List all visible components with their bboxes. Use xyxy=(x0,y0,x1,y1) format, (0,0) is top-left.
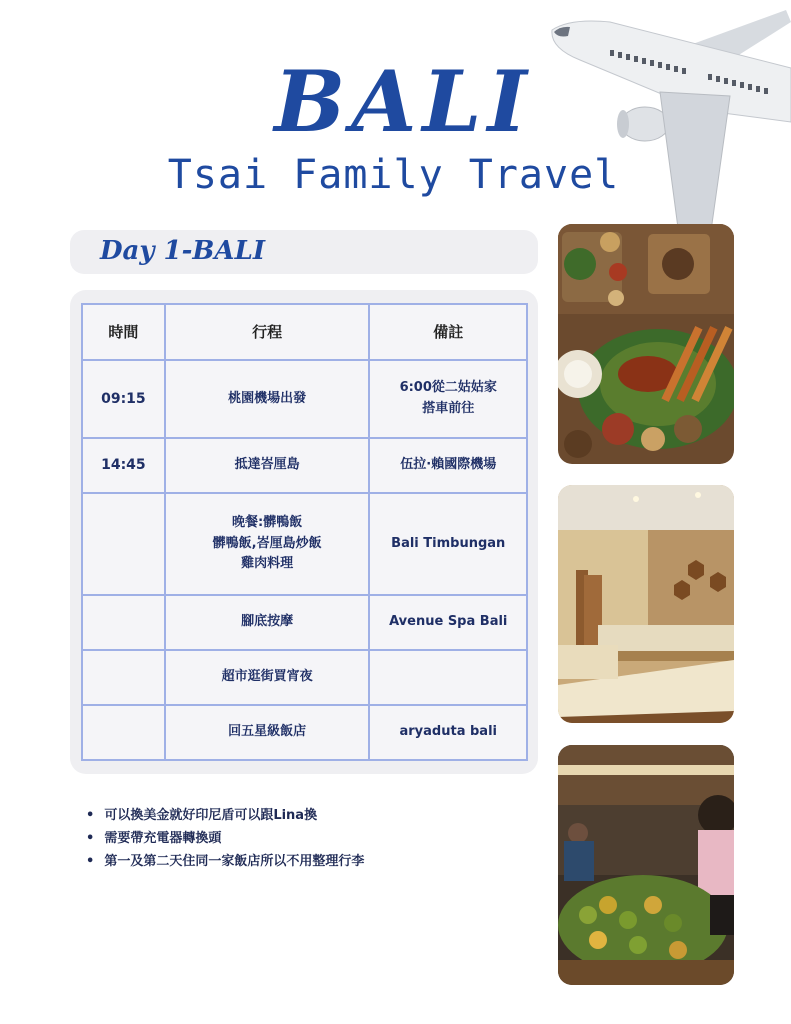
table-row xyxy=(82,650,527,705)
row-note xyxy=(369,650,527,705)
row-plan: 超市逛街買宵夜 xyxy=(165,650,370,705)
table-header-row xyxy=(82,304,527,360)
table-row xyxy=(82,493,527,595)
row-plan: 晚餐:髒鴨飯 髒鴨飯,峇厘島炒飯 雞肉料理 xyxy=(165,493,370,595)
supermarket-photo xyxy=(558,745,734,985)
note-item: • 可以換美金就好印尼盾可以跟Lina換 xyxy=(86,804,364,827)
table-row xyxy=(82,595,527,650)
row-plan: 桃園機場出發 xyxy=(165,360,370,438)
page-subtitle: Tsai Family Travel xyxy=(167,152,620,198)
note-item: • 第一及第二天住同一家飯店所以不用整理行李 xyxy=(86,850,364,873)
row-plan: 抵達峇厘島 xyxy=(165,438,370,493)
row-note: aryaduta bali xyxy=(369,705,527,760)
table-row xyxy=(82,360,527,438)
day-label: Day 1-BALI xyxy=(100,236,266,266)
notes-list xyxy=(86,804,364,873)
row-note: 6:00從二姑姑家 搭車前往 xyxy=(369,360,527,438)
row-plan: 腳底按摩 xyxy=(165,595,370,650)
header-time: 時間 xyxy=(82,304,165,360)
row-time xyxy=(82,595,165,650)
row-note: 伍拉·賴國際機場 xyxy=(369,438,527,493)
table-row xyxy=(82,705,527,760)
header-note: 備註 xyxy=(369,304,527,360)
page-title: BALI xyxy=(274,52,533,151)
day-label-pill xyxy=(70,230,538,274)
row-time xyxy=(82,493,165,595)
row-note: Bali Timbungan xyxy=(369,493,527,595)
note-item: • 需要帶充電器轉換頭 xyxy=(86,827,364,850)
row-time: 14:45 xyxy=(82,438,165,493)
itinerary-table xyxy=(81,303,528,761)
spa-room-photo xyxy=(558,485,734,723)
row-note: Avenue Spa Bali xyxy=(369,595,527,650)
row-time xyxy=(82,705,165,760)
food-platter-photo xyxy=(558,224,734,464)
table-row xyxy=(82,438,527,493)
header-plan: 行程 xyxy=(165,304,370,360)
row-time xyxy=(82,650,165,705)
row-plan: 回五星級飯店 xyxy=(165,705,370,760)
row-time: 09:15 xyxy=(82,360,165,438)
